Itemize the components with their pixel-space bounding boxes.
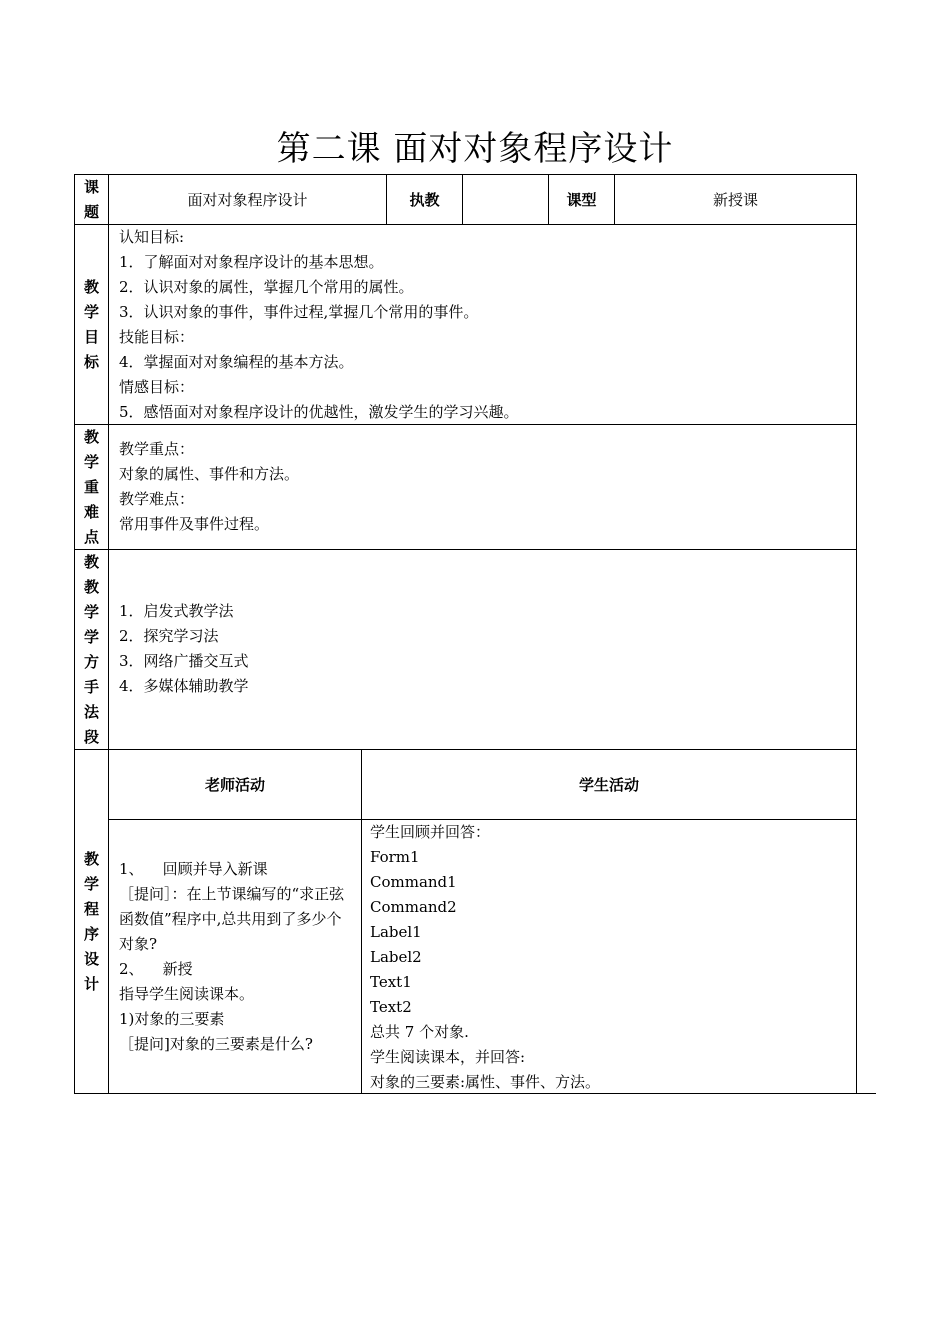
goal-line: 认知目标:: [119, 228, 185, 246]
methods-content: [109, 550, 856, 749]
topic-label: 课 题: [83, 177, 99, 221]
student-activity-line: Text2: [370, 998, 412, 1016]
student-activity-line: 总共 7 个对象.: [370, 1023, 469, 1041]
student-activity-line: Command1: [370, 873, 457, 891]
student-activity-line: 对象的三要素:属性、事件、方法。: [370, 1073, 601, 1091]
student-activity-line: 学生阅读课本，并回答:: [370, 1048, 526, 1066]
teacher-activity-line: 2、 新授: [119, 960, 193, 978]
type-label: 课型: [566, 191, 597, 209]
goal-line: 5．感悟面对对象程序设计的优越性，激发学生的学习兴趣。: [119, 403, 519, 421]
goal-line: 2．认识对象的属性，掌握几个常用的属性。: [119, 278, 414, 296]
procedure-label: 教 学 程 序 设 计: [83, 849, 99, 993]
key-point-line: 教学重点：: [119, 440, 195, 458]
teacher-label: 执教: [409, 191, 440, 209]
student-activity-line: 学生回顾并回答：: [370, 823, 491, 841]
goal-line: 技能目标：: [119, 328, 195, 346]
method-line: 4．多媒体辅助教学: [119, 677, 249, 695]
key-points-label: 教 学 重 难 点: [83, 427, 99, 546]
student-activity-line: Form1: [370, 848, 420, 866]
teacher-activity-line: 1、 回顾并导入新课: [119, 860, 268, 878]
goal-line: 情感目标：: [119, 378, 195, 396]
student-activity-line: Label2: [370, 948, 422, 966]
teacher-activity-content: [109, 820, 361, 1093]
goal-line: 1．了解面对对象程序设计的基本思想。: [119, 253, 384, 271]
student-activity-line: Text1: [370, 973, 412, 991]
student-activity-header: 学生活动: [578, 776, 639, 794]
trailing-rule: [857, 1093, 876, 1094]
student-activity-line: Label1: [370, 923, 422, 941]
key-point-line: 教学难点：: [119, 490, 195, 508]
method-line: 1．启发式教学法: [119, 602, 234, 620]
page-title: 第二课 面对对象程序设计: [276, 129, 674, 169]
key-point-line: 常用事件及事件过程。: [119, 515, 270, 533]
goal-line: 4．掌握面对对象编程的基本方法。: [119, 353, 354, 371]
teacher-activity-line: 指导学生阅读课本。: [119, 985, 255, 1003]
teacher-activity-line: ［提问］：在上节课编写的“求正弦函数值”程序中,总共用到了多少个对象?: [119, 885, 345, 953]
goals-content: [109, 225, 856, 424]
teacher-activity-header: 老师活动: [204, 776, 265, 794]
methods-label: 教 教 学 学 方 手 法 段: [83, 552, 99, 746]
table-border-right: [856, 174, 857, 1094]
method-line: 3．网络广播交互式: [119, 652, 249, 670]
teacher-activity-line: 1)对象的三要素: [119, 1010, 225, 1028]
teacher-activity-line: ［提问]对象的三要素是什么?: [119, 1035, 313, 1053]
key-point-line: 对象的属性、事件和方法。: [119, 465, 300, 483]
teacher-value: [463, 175, 548, 224]
student-activity-line: Command2: [370, 898, 457, 916]
topic-value: 面对对象程序设计: [187, 191, 308, 209]
type-value: 新授课: [712, 191, 758, 209]
method-line: 2．探究学习法: [119, 627, 219, 645]
key-points-content: [109, 425, 856, 549]
goals-label: 教 学 目 标: [83, 277, 99, 371]
student-activity-content: [362, 820, 856, 1093]
goal-line: 3．认识对象的事件，事件过程,掌握几个常用的事件。: [119, 303, 479, 321]
